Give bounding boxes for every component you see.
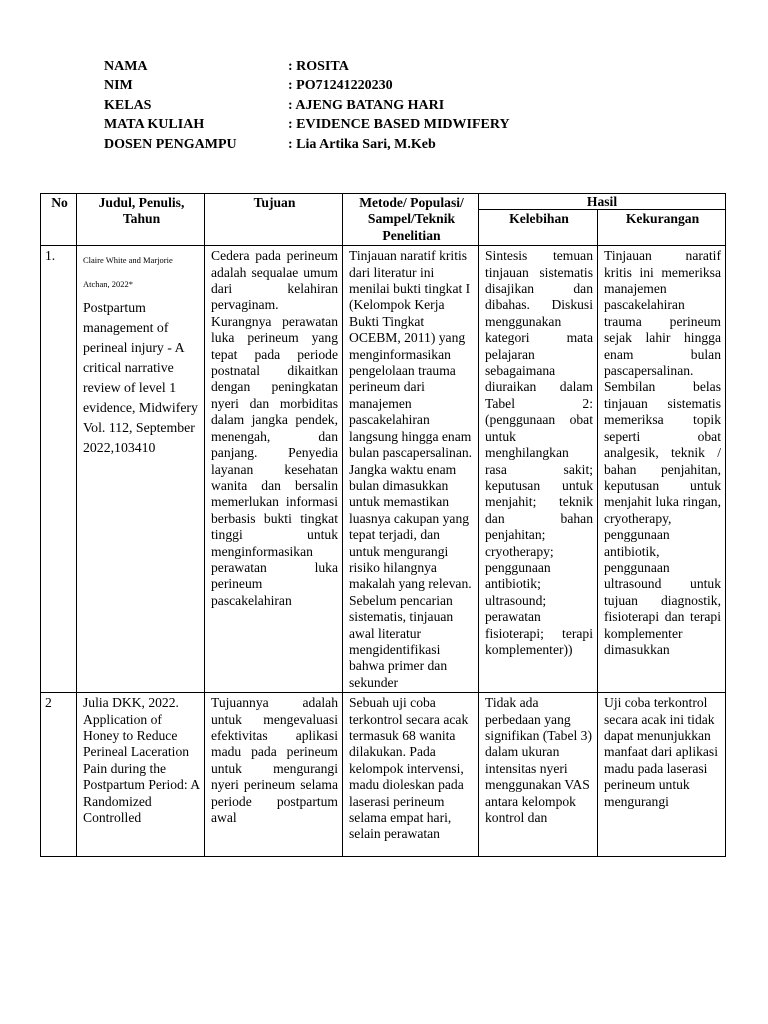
tujuan-cell	[205, 693, 343, 857]
tujuan-text: Tujuannya adalah untuk mengevaluasi efektivitas aplikasi madu pada perineum untuk mengurangi nyeri perineum selama periode postpartum awal	[211, 695, 338, 826]
table-row	[41, 246, 726, 693]
kekurangan-text: Uji coba terkontrol secara acak ini tidak dapat menunjukkan manfaat dari aplikasi madu pada laserasi perineum untuk mengurangi	[604, 695, 718, 809]
info-value: : AJENG BATANG HARI	[288, 97, 445, 113]
judul-cell	[77, 246, 205, 693]
metode-cell: Tinjauan naratif kritis dari literatur ini menilai bukti tingkat I (Kelompok Kerja Bukti Tingkat OCEBM, 2011) yang menginformasikan pengelolaan trauma perineum dari manajemen pascakelahiran langsung hingga enam bulan pascapersalinan. Jangka waktu enam bulan dimasukkan untuk memastikan luasnya cakupan yang tepat terjadi, dan untuk mengurangi risiko hilangnya makalah yang relevan. Sebelum pencarian sistematis, tinjauan awal literatur mengidentifikasi bahwa primer dan sekunder	[343, 246, 479, 693]
literature-review-table	[40, 193, 726, 857]
student-info	[104, 57, 510, 155]
info-value: : EVIDENCE BASED MIDWIFERY	[288, 117, 510, 133]
judul-cell	[77, 693, 205, 857]
header-hasil: Hasil	[479, 194, 726, 210]
article-title: Julia DKK, 2022. Application of Honey to Reduce Perineal Laceration Pain during the Postpartum Period: A Randomized Controlled	[83, 695, 200, 826]
header-kekurangan: Kekurangan	[598, 210, 726, 246]
kelebihan-cell: Sintesis temuan tinjauan sistematis disajikan dan dibahas. Diskusi menggunakan kategori mata pelajaran sebagaimana diuraikan dalam Tabel 2: (penggunaan obat untuk menghilangkan rasa sakit; keputusan untuk menjahit; teknik dan bahan penjahitan; cryotherapy; penggunaan antibiotik; ultrasound; perawatan fisioterapi; terapi komplementer))	[479, 246, 598, 693]
table-row	[41, 693, 726, 857]
header-tujuan: Tujuan	[205, 194, 343, 246]
info-row-kelas	[104, 96, 510, 116]
info-label: NAMA	[104, 58, 148, 74]
kelebihan-text: Tidak ada perbedaan yang signifikan (Tabel 3) dalam ukuran intensitas nyeri menggunakan VAS antara kelompok kontrol dan	[485, 695, 593, 826]
header-kelebihan: Kelebihan	[479, 210, 598, 246]
info-value: : ROSITA	[288, 58, 349, 74]
info-label: MATA KULIAH	[104, 117, 205, 133]
kelebihan-cell	[479, 693, 598, 857]
header-judul: Judul, Penulis, Tahun	[77, 194, 205, 246]
metode-text: Sebuah uji coba terkontrol secara acak termasuk 68 wanita dilakukan. Pada kelompok intervensi, madu dioleskan pada laserasi perineum selama empat hari, selain perawatan	[349, 695, 469, 842]
row-number: 1.	[41, 246, 77, 693]
tujuan-cell: Cedera pada perineum adalah sequalae umum dari kelahiran pervaginam. Kurangnya perawatan luka perineum yang tepat pada periode postnatal dikaitkan dengan peningkatan nyeri dan morbiditas dalam jangka pendek, menengah, dan panjang. Penyedia layanan kesehatan wanita dan bersalin memerlukan informasi berbasis bukti tingkat tinggi untuk menginformasikan perawatan luka perineum pascakelahiran	[205, 246, 343, 693]
info-value: : PO71241220230	[288, 78, 393, 94]
table-header-row	[41, 194, 726, 210]
info-label: DOSEN PENGAMPU	[104, 136, 237, 152]
article-title: Postpartum management of perineal injury - A critical narrative review of level 1 evidence, Midwifery Vol. 112, September 2022,103410	[83, 300, 198, 456]
kekurangan-cell	[598, 693, 726, 857]
info-label: KELAS	[104, 97, 152, 113]
row-number: 2	[41, 693, 77, 857]
info-label: NIM	[104, 78, 133, 94]
info-row-nama	[104, 57, 510, 77]
info-row-dosen	[104, 135, 510, 155]
kekurangan-cell: Tinjauan naratif kritis ini memeriksa manajemen pascakelahiran trauma perineum sejak lahir hingga enam bulan pascapersalinan. Sembilan belas tinjauan sistematis memeriksa topik seperti obat analgesik, teknik / bahan penjahitan, keputusan untuk menjahit luka ringan, cryotherapy, penggunaan antibiotik, penggunaan ultrasound untuk tujuan diagnostik, fisioterapi dan terapi komplementer dimasukkan	[598, 246, 726, 693]
metode-cell	[343, 693, 479, 857]
author-line: Claire White and Marjorie Atchan, 2022*	[83, 255, 173, 290]
header-no: No	[41, 194, 77, 246]
info-row-nim	[104, 77, 510, 97]
info-value: : Lia Artika Sari, M.Keb	[288, 136, 436, 152]
info-row-mata-kuliah	[104, 116, 510, 136]
header-metode: Metode/ Populasi/ Sampel/Teknik Penelitian	[343, 194, 479, 246]
